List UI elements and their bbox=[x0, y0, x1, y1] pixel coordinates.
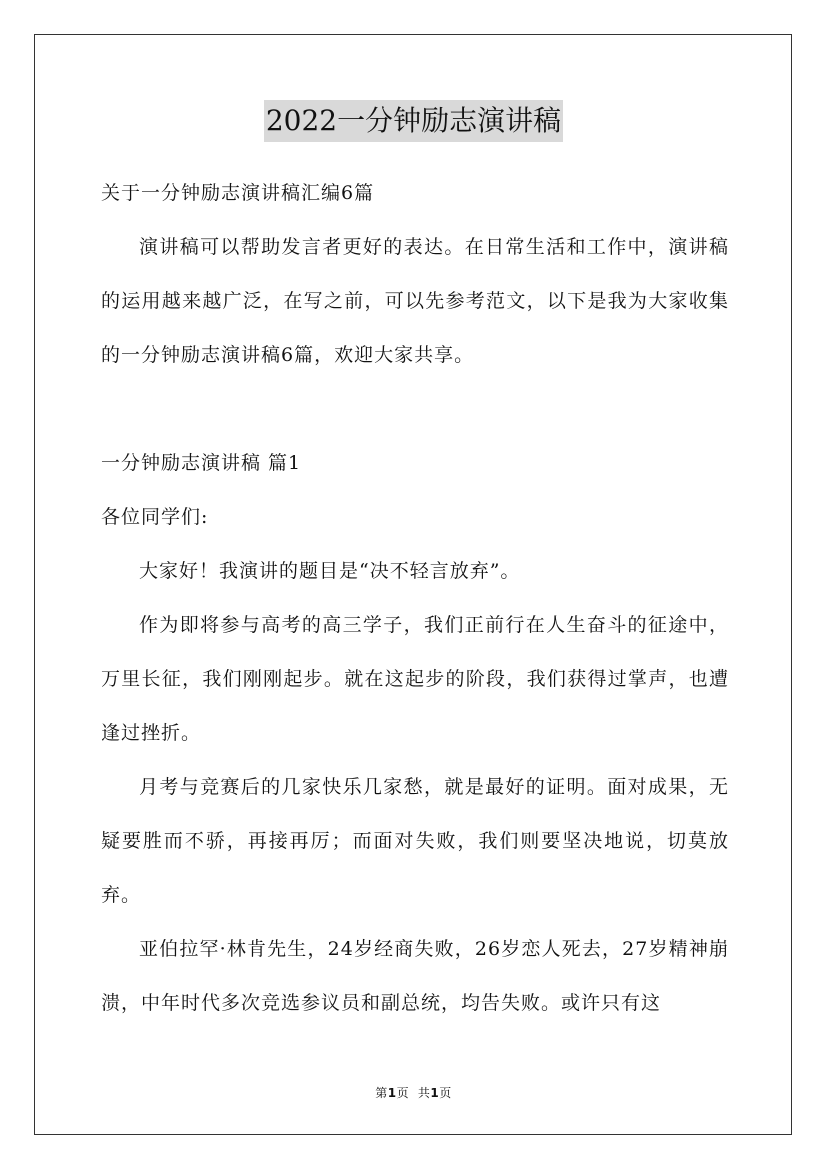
greeting-line: 各位同学们: bbox=[101, 506, 209, 528]
speech-paragraph: 大家好！我演讲的题目是“决不轻言放弃”。 bbox=[139, 560, 521, 582]
title-container bbox=[0, 100, 827, 142]
total-label-prefix: 共 bbox=[417, 1086, 431, 1100]
speech-content bbox=[101, 544, 729, 1030]
page-footer bbox=[0, 1084, 827, 1101]
intro-paragraph: 演讲稿可以帮助发言者更好的表达。在日常生活和工作中，演讲稿的运用越来越广泛，在写之前，可以先参考范文，以下是我为大家收集的一分钟励志演讲稿6篇，欢迎大家共享。 bbox=[101, 236, 729, 366]
document-subtitle: 关于一分钟励志演讲稿汇编6篇 bbox=[101, 182, 375, 204]
total-pages: 1 bbox=[430, 1086, 440, 1100]
speech-paragraph: 亚伯拉罕·林肯先生，24岁经商失败，26岁恋人死去，27岁精神崩溃，中年时代多次竞选参议员和副总统，均告失败。或许只有这 bbox=[101, 938, 729, 1014]
page-number: 1 bbox=[387, 1086, 397, 1100]
total-label-suffix: 页 bbox=[439, 1086, 452, 1100]
page-label-prefix: 第 bbox=[375, 1086, 388, 1100]
speech-paragraph: 作为即将参与高考的高三学子，我们正前行在人生奋斗的征途中，万里长征，我们刚刚起步。就在这起步的阶段，我们获得过掌声，也遭逢过挫折。 bbox=[101, 614, 729, 744]
page-label-suffix: 页 bbox=[396, 1086, 410, 1100]
speech-paragraph: 月考与竞赛后的几家快乐几家愁，就是最好的证明。面对成果，无疑要胜而不骄，再接再厉；而面对失败，我们则要坚决地说，切莫放弃。 bbox=[101, 776, 729, 906]
section-heading: 一分钟励志演讲稿 篇1 bbox=[101, 452, 302, 474]
document-title: 2022一分钟励志演讲稿 bbox=[264, 100, 563, 142]
